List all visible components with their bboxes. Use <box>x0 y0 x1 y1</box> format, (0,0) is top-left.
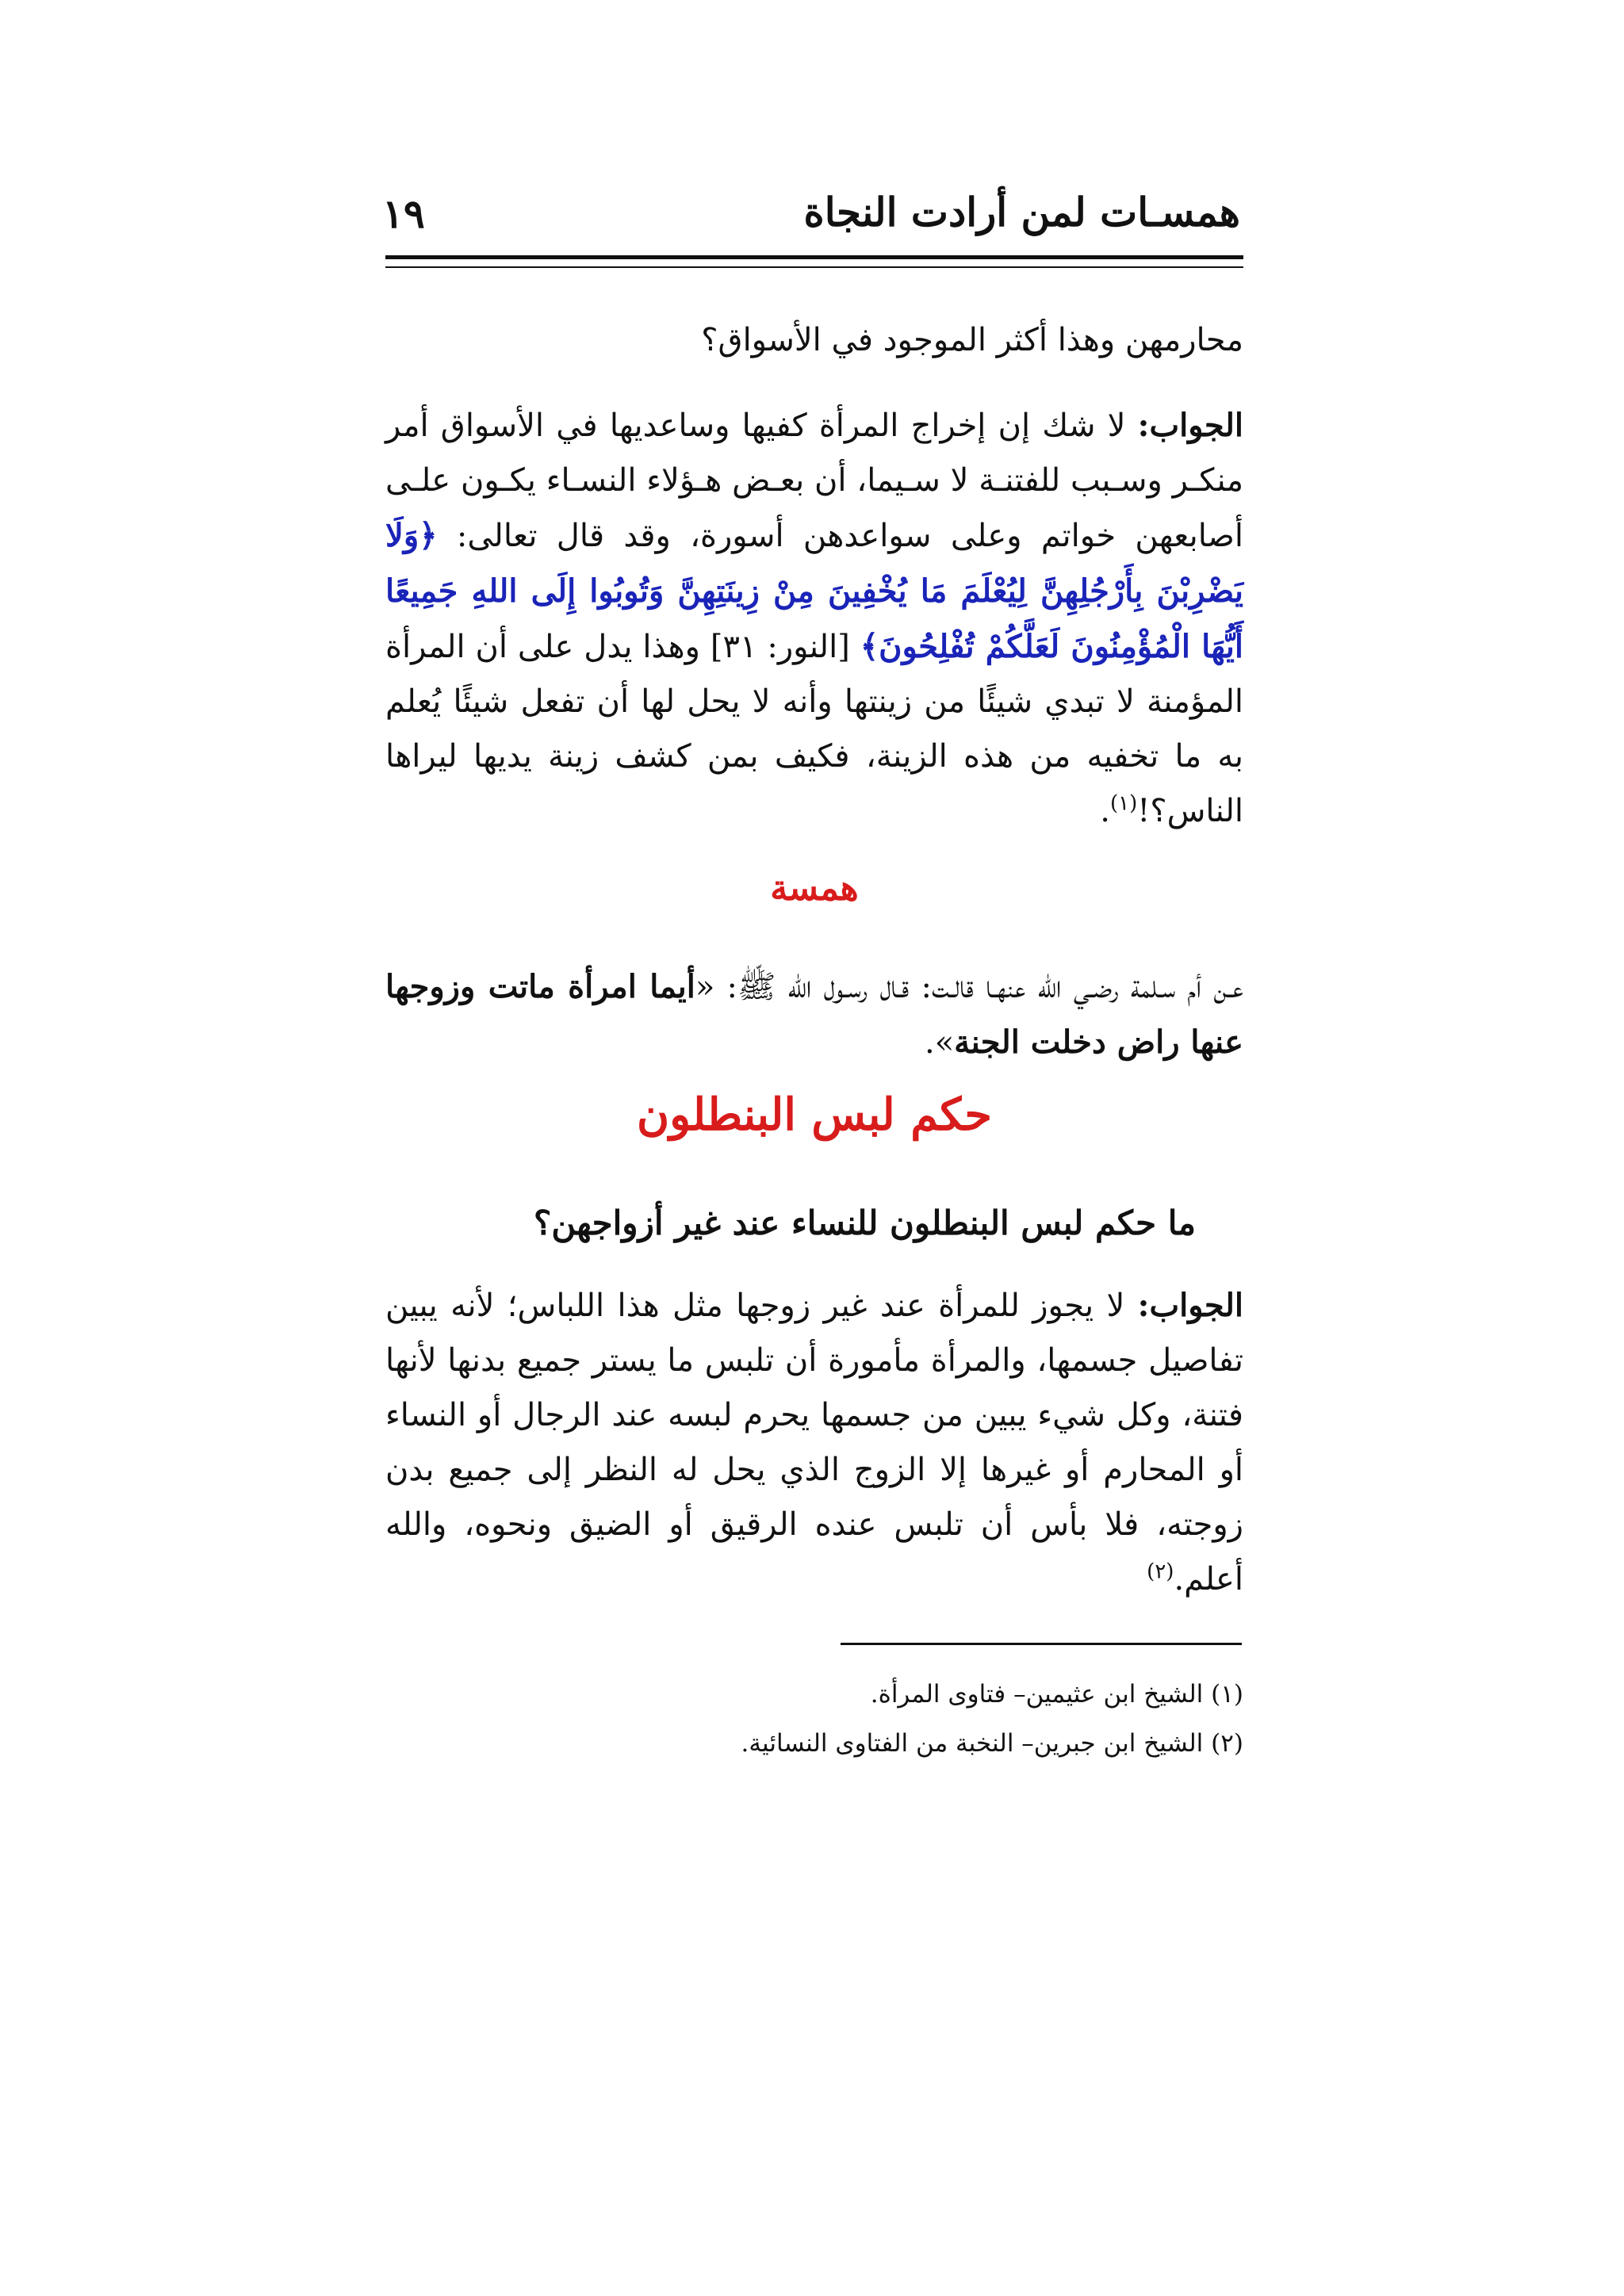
footnote-1: (١) الشيخ ابن عثيمين– فتاوى المرأة. <box>870 1680 1243 1709</box>
footnote-separator <box>841 1643 1242 1645</box>
answer-text-part-b: [النور: ٣١] وهذا يدل على أن المرأة المؤمنة لا تبدي شيئًا من زينتها وأنه لا يحل لها أن تفعل شيئًا يُعلم به ما تخفيه من هذه الزينة، فكيف بمن كشف زينة يديها ليراها الناس؟! <box>385 629 1243 829</box>
answer-label: الجواب: <box>1137 1287 1243 1324</box>
footnote-2: (٢) الشيخ ابن جبرين– النخبة من الفتاوى النسائية. <box>741 1729 1243 1758</box>
hadith-end: ». <box>924 1024 955 1061</box>
quran-verse: ﴿وَلَا يَضْرِبْنَ بِأَرْجُلِهِنَّ لِيُعْلَمَ مَا يُخْفِينَ مِنْ زِينَتِهِنَّ وَتُوبُوا إِلَى اللهِ جَمِيعًا أَيُّهَا الْمُؤْمِنُونَ لَعَلَّكُمْ تُفْلِحُونَ﴾ <box>385 517 1243 665</box>
answer-end: . <box>1100 793 1111 829</box>
hadith-text <box>385 959 1243 1070</box>
hadith-intro: عـن أم سـلمة رضـي الله عنهـا قالـت: قـال رسـول الله ﷺ: « <box>695 969 1243 1005</box>
paragraph-question-end <box>385 313 1243 368</box>
answer-text <box>385 398 1243 839</box>
answer-paragraph-1 <box>385 398 1243 839</box>
answer-text-part-a: لا شك إن إخراج المرأة كفيها وساعديها في الأسواق أمر منكـر وسـبب للفتنـة لا سـيما، أن بعـض هـؤلاء النسـاء يكـون علـى أصابعهن خواتم وعلى سواعدهن أسورة، وقد قال تعالى: <box>385 408 1243 554</box>
footnote-ref-2: (٢) <box>1147 1559 1174 1584</box>
header-rule-thin <box>385 266 1243 268</box>
hadith-quote: أيما امرأة ماتت وزوجها عنها راض دخلت الجنة <box>385 968 1243 1061</box>
hadith-paragraph <box>385 959 1243 1070</box>
answer-text <box>385 1278 1243 1607</box>
answer-paragraph-2 <box>385 1278 1243 1607</box>
page-number: ١٩ <box>382 190 425 237</box>
paragraph-text: محارمهن وهذا أكثر الموجود في الأسواق؟ <box>701 322 1243 358</box>
running-header-title: همسـات لمن أرادت النجاة <box>803 189 1240 235</box>
answer-label: الجواب: <box>1137 407 1243 444</box>
section-heading-hamsa: همسة <box>770 868 859 909</box>
answer-text-body: لا يجوز للمرأة عند غير زوجها مثل هذا اللباس؛ لأنه يبين تفاصيل جسمها، والمرأة مأمورة أن تلبس ما يستر جميع بدنها لأنها فتنة، وكل شيء يبين من جسمها يحرم لبسه عند الرجال أو النساء أو المحارم أو غيرها إلا الزوج الذي يحل له النظر إلى جميع بدن زوجته، فلا بأس أن تلبس عنده الرقيق أو الضيق ونحوه، والله أعلم. <box>385 1288 1243 1598</box>
section-heading-pants-ruling: حكم لبس البنطلون <box>636 1089 993 1141</box>
question-heading: ما حكم لبس البنطلون للنساء عند غير أزواجهن؟ <box>534 1203 1196 1242</box>
footnote-ref-1: (١) <box>1110 791 1138 816</box>
header-rule-thick <box>385 255 1243 259</box>
